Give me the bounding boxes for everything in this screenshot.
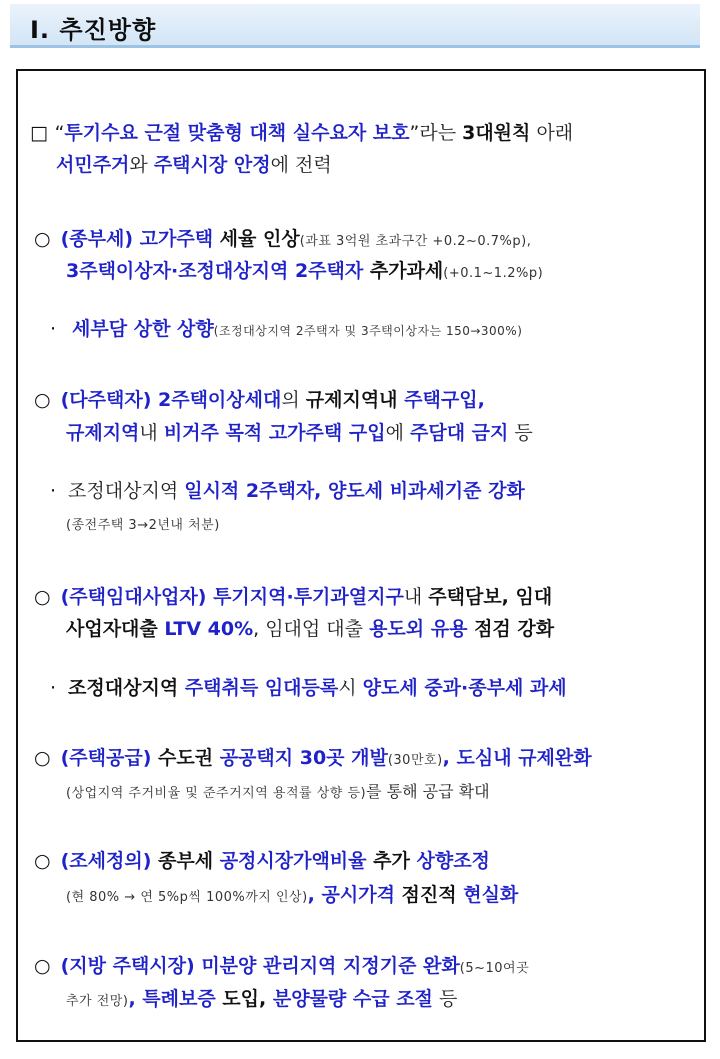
p4-black: 수도권: [151, 747, 220, 769]
p3-black: 사업자대출: [66, 618, 165, 640]
p4-blue: 공공택지 30곳 개발: [219, 747, 388, 769]
p3-text: 내: [403, 586, 429, 608]
p3-sub-blue: 양도세 중과·종부세 과세: [362, 677, 567, 699]
intro-text: 아래: [530, 122, 574, 144]
p6-line-2: [66, 986, 457, 1015]
p2-label: (다주택자): [60, 389, 152, 411]
p2-blue: 주담대 금지: [409, 422, 509, 444]
p3-label: (주택임대사업자): [60, 586, 207, 608]
circle-bullet-icon: ○: [34, 228, 51, 250]
principle-count: 3대원칙: [462, 122, 531, 144]
p1-note: (과표 3억원 초과구간 +0.2~0.7%p),: [299, 234, 532, 249]
p1-sub-line: [50, 316, 522, 344]
intro-text: 에 전력: [270, 154, 332, 176]
p1-label: (종부세): [60, 228, 134, 250]
p5-black: 추가: [366, 850, 417, 872]
p5-blue: 공정시장가액비율: [219, 850, 367, 872]
p6-note: (5~10여곳: [459, 961, 530, 976]
p6-line-1: [34, 953, 529, 982]
section-header: [10, 4, 700, 48]
p3-sub-text: 시: [338, 677, 363, 699]
p3-sub-blue: 주택취득 임대등록: [184, 677, 339, 699]
p2-line-2: [66, 420, 533, 446]
p4-line-1: [34, 745, 592, 774]
p3-line-1: [34, 584, 552, 610]
p4-label: (주택공급): [60, 747, 152, 769]
p3-sub-black: 조정대상지역: [68, 677, 185, 699]
quote-close: ”: [409, 122, 420, 144]
intro-line-2: [56, 152, 332, 178]
p3-blue: 투기지역·투기과열지구: [206, 586, 404, 608]
p2-blue: 주택구입,: [397, 389, 485, 411]
p2-sub-blue: 일시적 2주택자,: [184, 480, 322, 502]
dot-bullet-icon: ·: [50, 677, 57, 699]
p4-note: (30만호): [387, 753, 443, 768]
p2-sub-line-2: [66, 510, 220, 539]
p5-blue: , 공시가격: [307, 884, 395, 906]
p1-black: 세율 인상: [213, 228, 300, 250]
p1-black: 추가과세: [363, 260, 444, 282]
p2-text: 내: [139, 422, 164, 444]
p6-label: (지방 주택시장): [60, 955, 195, 977]
p5-note: (현 80% → 연 5%p씩 100%까지 인상): [66, 890, 308, 905]
p5-black: 종부세: [151, 850, 220, 872]
p5-blue: 현실화: [463, 884, 519, 906]
p2-text: 의: [281, 389, 306, 411]
intro-text: 와: [129, 154, 154, 176]
p4-note: (상업지역 주거비율 및 준주거지역 용적률 상향 등): [66, 786, 367, 801]
circle-bullet-icon: ○: [34, 389, 51, 411]
p6-blue: , 특례보증: [128, 988, 216, 1010]
p3-text: , 임대업 대출: [253, 618, 370, 640]
circle-bullet-icon: ○: [34, 586, 51, 608]
p5-label: (조세정의): [60, 850, 152, 872]
p6-blue: 미분양 관리지역 지정기준 완화: [194, 955, 460, 977]
p3-line-2: [66, 616, 554, 642]
circle-bullet-icon: ○: [34, 747, 51, 769]
p2-text: 에: [385, 422, 410, 444]
p2-blue: 2주택이상세대: [151, 389, 282, 411]
p1-sub-note: (조정대상지역 2주택자 및 3주택이상자는 150→300%): [213, 324, 523, 338]
p2-blue: 규제지역: [66, 422, 140, 444]
p6-text: 등: [432, 988, 458, 1010]
p5-line-1: [34, 848, 490, 874]
p3-sub-line: [50, 675, 567, 701]
p6-blue: 분양물량 수급 조절: [272, 988, 433, 1010]
p6-black: 도입,: [215, 988, 273, 1010]
p5-blue: 상향조정: [416, 850, 490, 872]
p1-line-2: [66, 258, 543, 287]
section-title: Ⅰ. 추진방향: [30, 16, 157, 44]
intro-text: 라는: [419, 122, 463, 144]
p3-blue: LTV 40%: [164, 618, 254, 640]
p3-black: 점검 강화: [467, 618, 555, 640]
p6-note: 추가 전망): [66, 994, 129, 1009]
p4-line-2: [66, 778, 490, 807]
square-bullet-icon: □: [30, 122, 48, 144]
p5-black: 점진적: [394, 884, 464, 906]
p4-text: 를 통해 공급 확대: [366, 782, 490, 801]
dot-bullet-icon: ·: [50, 318, 57, 340]
p2-text: 등: [508, 422, 533, 444]
p2-blue: 비거주 목적 고가주택 구입: [163, 422, 386, 444]
p1-sub-blue: 세부담 상한 상향: [72, 318, 214, 340]
p4-blue: , 도심내 규제완화: [442, 747, 592, 769]
p1-line-1: [34, 226, 531, 255]
p3-black: 주택담보, 임대: [428, 586, 553, 608]
p3-blue: 용도외 유용: [369, 618, 468, 640]
p2-sub-text: 조정대상지역: [68, 480, 185, 502]
p2-sub-note: (종전주택 3→2년내 처분): [66, 518, 220, 533]
circle-bullet-icon: ○: [34, 850, 51, 872]
p1-blue: 고가주택: [133, 228, 214, 250]
p2-black: 규제지역내: [305, 389, 398, 411]
quote-open: “: [54, 122, 65, 144]
dot-bullet-icon: ·: [50, 480, 57, 502]
p1-note: (+0.1~1.2%p): [443, 266, 544, 281]
intro-blue: 서민주거: [56, 154, 130, 176]
p5-line-2: [66, 882, 518, 911]
circle-bullet-icon: ○: [34, 955, 51, 977]
p2-line-1: [34, 387, 485, 413]
principle-text: 투기수요 근절 맞춤형 대책 실수요자 보호: [64, 122, 410, 144]
p2-sub-blue: 양도세 비과세기준 강화: [321, 480, 525, 502]
intro-blue: 주택시장 안정: [153, 154, 271, 176]
intro-line-1: [30, 120, 573, 146]
p1-blue: 3주택이상자·조정대상지역 2주택자: [66, 260, 364, 282]
p2-sub-line-1: [50, 478, 525, 504]
